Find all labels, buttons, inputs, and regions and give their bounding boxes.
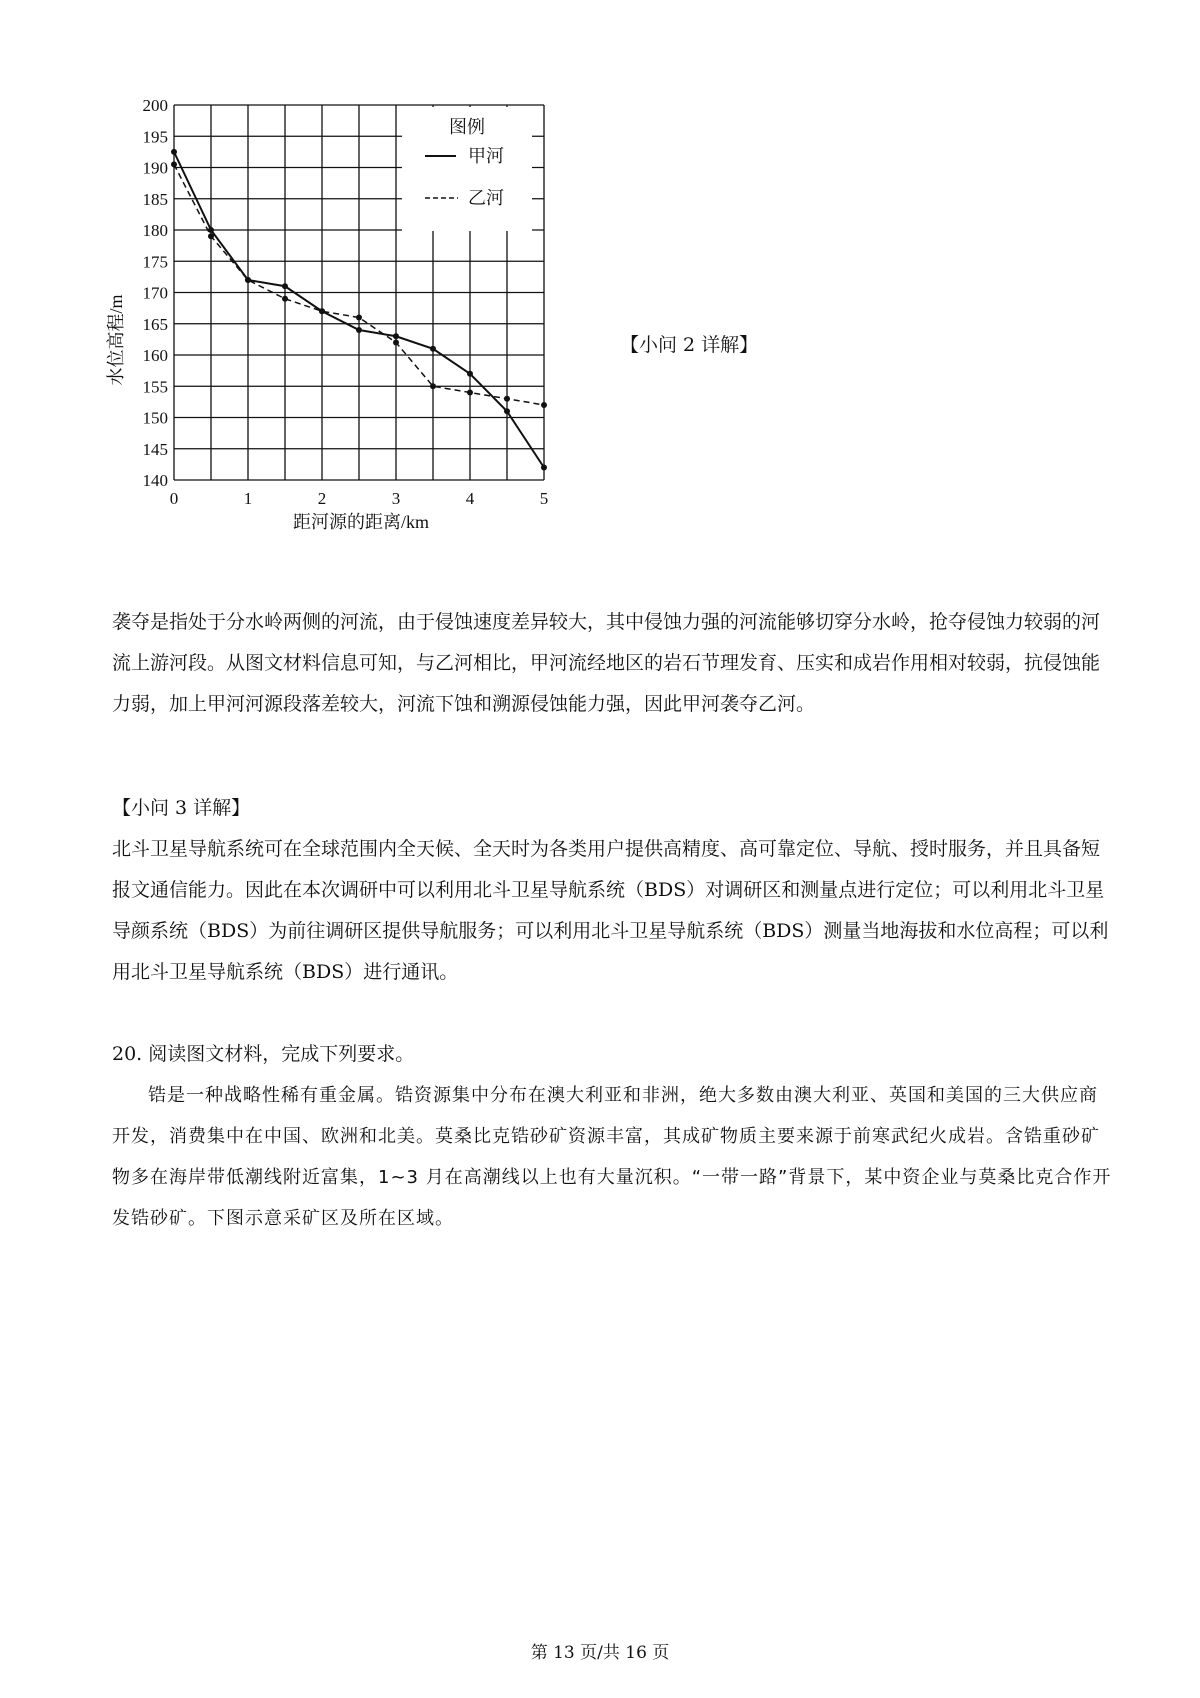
series-2-point [208, 233, 214, 239]
y-tick-label: 200 [142, 96, 168, 115]
series-2-point [393, 340, 399, 346]
y-tick-labels [143, 96, 169, 490]
question-20-prompt: 20. 阅读图文材料，完成下列要求。 [112, 1043, 415, 1065]
legend-series-1: 甲河 [468, 146, 504, 166]
series-1-point [356, 327, 362, 333]
y-tick-label: 185 [142, 189, 168, 209]
x-axis-label: 距河源的距离/km [292, 512, 430, 532]
x-tick-labels [170, 489, 549, 508]
series-2-point [541, 402, 547, 408]
series-1-point [467, 371, 473, 377]
x-tick-label: 5 [539, 489, 549, 508]
sub-question-3-heading: 【小问 3 详解】 [112, 797, 251, 819]
series-2-point [467, 390, 473, 396]
y-tick-label: 145 [142, 439, 168, 459]
y-tick-label: 190 [142, 158, 168, 178]
series-2-point [171, 161, 177, 167]
y-tick-label: 180 [142, 221, 168, 240]
y-axis-label: 水位高程/m [106, 294, 126, 386]
sub-question-2-heading: 【小问 2 详解】 [620, 334, 759, 356]
question-20-material: 锆是一种战略性稀有重金属。锆资源集中分布在澳大利亚和非洲，绝大多数由澳大利亚、英国和美国的三大供应商开发，消费集中在中国、欧洲和北美。莫桑比克锆砂矿资源丰富，其成矿物质主要来源于前寒武纪火成岩。含锆重砂矿物多在海岸带低潮线附近富集，1~3 月在高潮线以上也有大量沉积。“一带一路”背景下，某中资企业与莫桑比克合作开发锆砂矿。下图示意采矿区及所在区域。 [112, 1085, 1112, 1229]
series-1-point [208, 227, 214, 233]
x-tick-label: 4 [465, 489, 475, 508]
series-2-point [245, 277, 251, 283]
legend-title: 图例 [449, 117, 485, 137]
series-2-point [430, 383, 436, 389]
series-1-point [171, 149, 177, 155]
chart-legend [402, 107, 532, 231]
series-1-point [504, 408, 510, 414]
series-2-point [319, 308, 325, 314]
series-1-point [430, 346, 436, 352]
legend-series-2: 乙河 [468, 188, 504, 208]
water-level-chart [100, 95, 620, 595]
y-tick-label: 170 [142, 283, 168, 303]
y-tick-label: 175 [142, 252, 168, 272]
x-tick-label: 2 [317, 489, 327, 508]
series-2-point [504, 396, 510, 402]
y-tick-label: 160 [142, 346, 168, 365]
series-2-point [356, 315, 362, 321]
y-tick-label: 155 [142, 377, 168, 397]
series-2-point [282, 296, 288, 302]
series-1-point [541, 465, 547, 471]
x-tick-label: 0 [169, 489, 179, 508]
y-tick-label: 150 [142, 408, 168, 428]
answer-paragraph-2: 袭夺是指处于分水岭两侧的河流，由于侵蚀速度差异较大，其中侵蚀力强的河流能够切穿分水岭，抢夺侵蚀力较弱的河流上游河段。从图文材料信息可知，与乙河相比，甲河流经地区的岩石节理发育、压实和成岩作用相对较弱，抗侵蚀能力弱，加上甲河河源段落差较大，河流下蚀和溯源侵蚀能力强，因此甲河袭夺乙河。 [112, 611, 1101, 715]
x-tick-label: 1 [243, 489, 253, 508]
y-tick-label: 165 [142, 314, 168, 334]
x-tick-label: 3 [391, 489, 401, 508]
series-1-point [393, 333, 399, 339]
answer-paragraph-3: 北斗卫星导航系统可在全球范围内全天候、全天时为各类用户提供高精度、高可靠定位、导航、授时服务，并且具备短报文通信能力。因此在本次调研中可以利用北斗卫星导航系统（BDS）对调研区和测量点进行定位；可以利用北斗卫星导颜系统（BDS）为前往调研区提供导航服务；可以利用北斗卫星导航系统（BDS）测量当地海拔和水位高程；可以利用北斗卫星导航系统（BDS）进行通讯。 [112, 838, 1109, 983]
page-number: 第 13 页/共 16 页 [530, 1643, 670, 1663]
series-1-point [282, 283, 288, 289]
y-tick-label: 140 [142, 471, 168, 490]
y-tick-label: 195 [142, 127, 168, 147]
